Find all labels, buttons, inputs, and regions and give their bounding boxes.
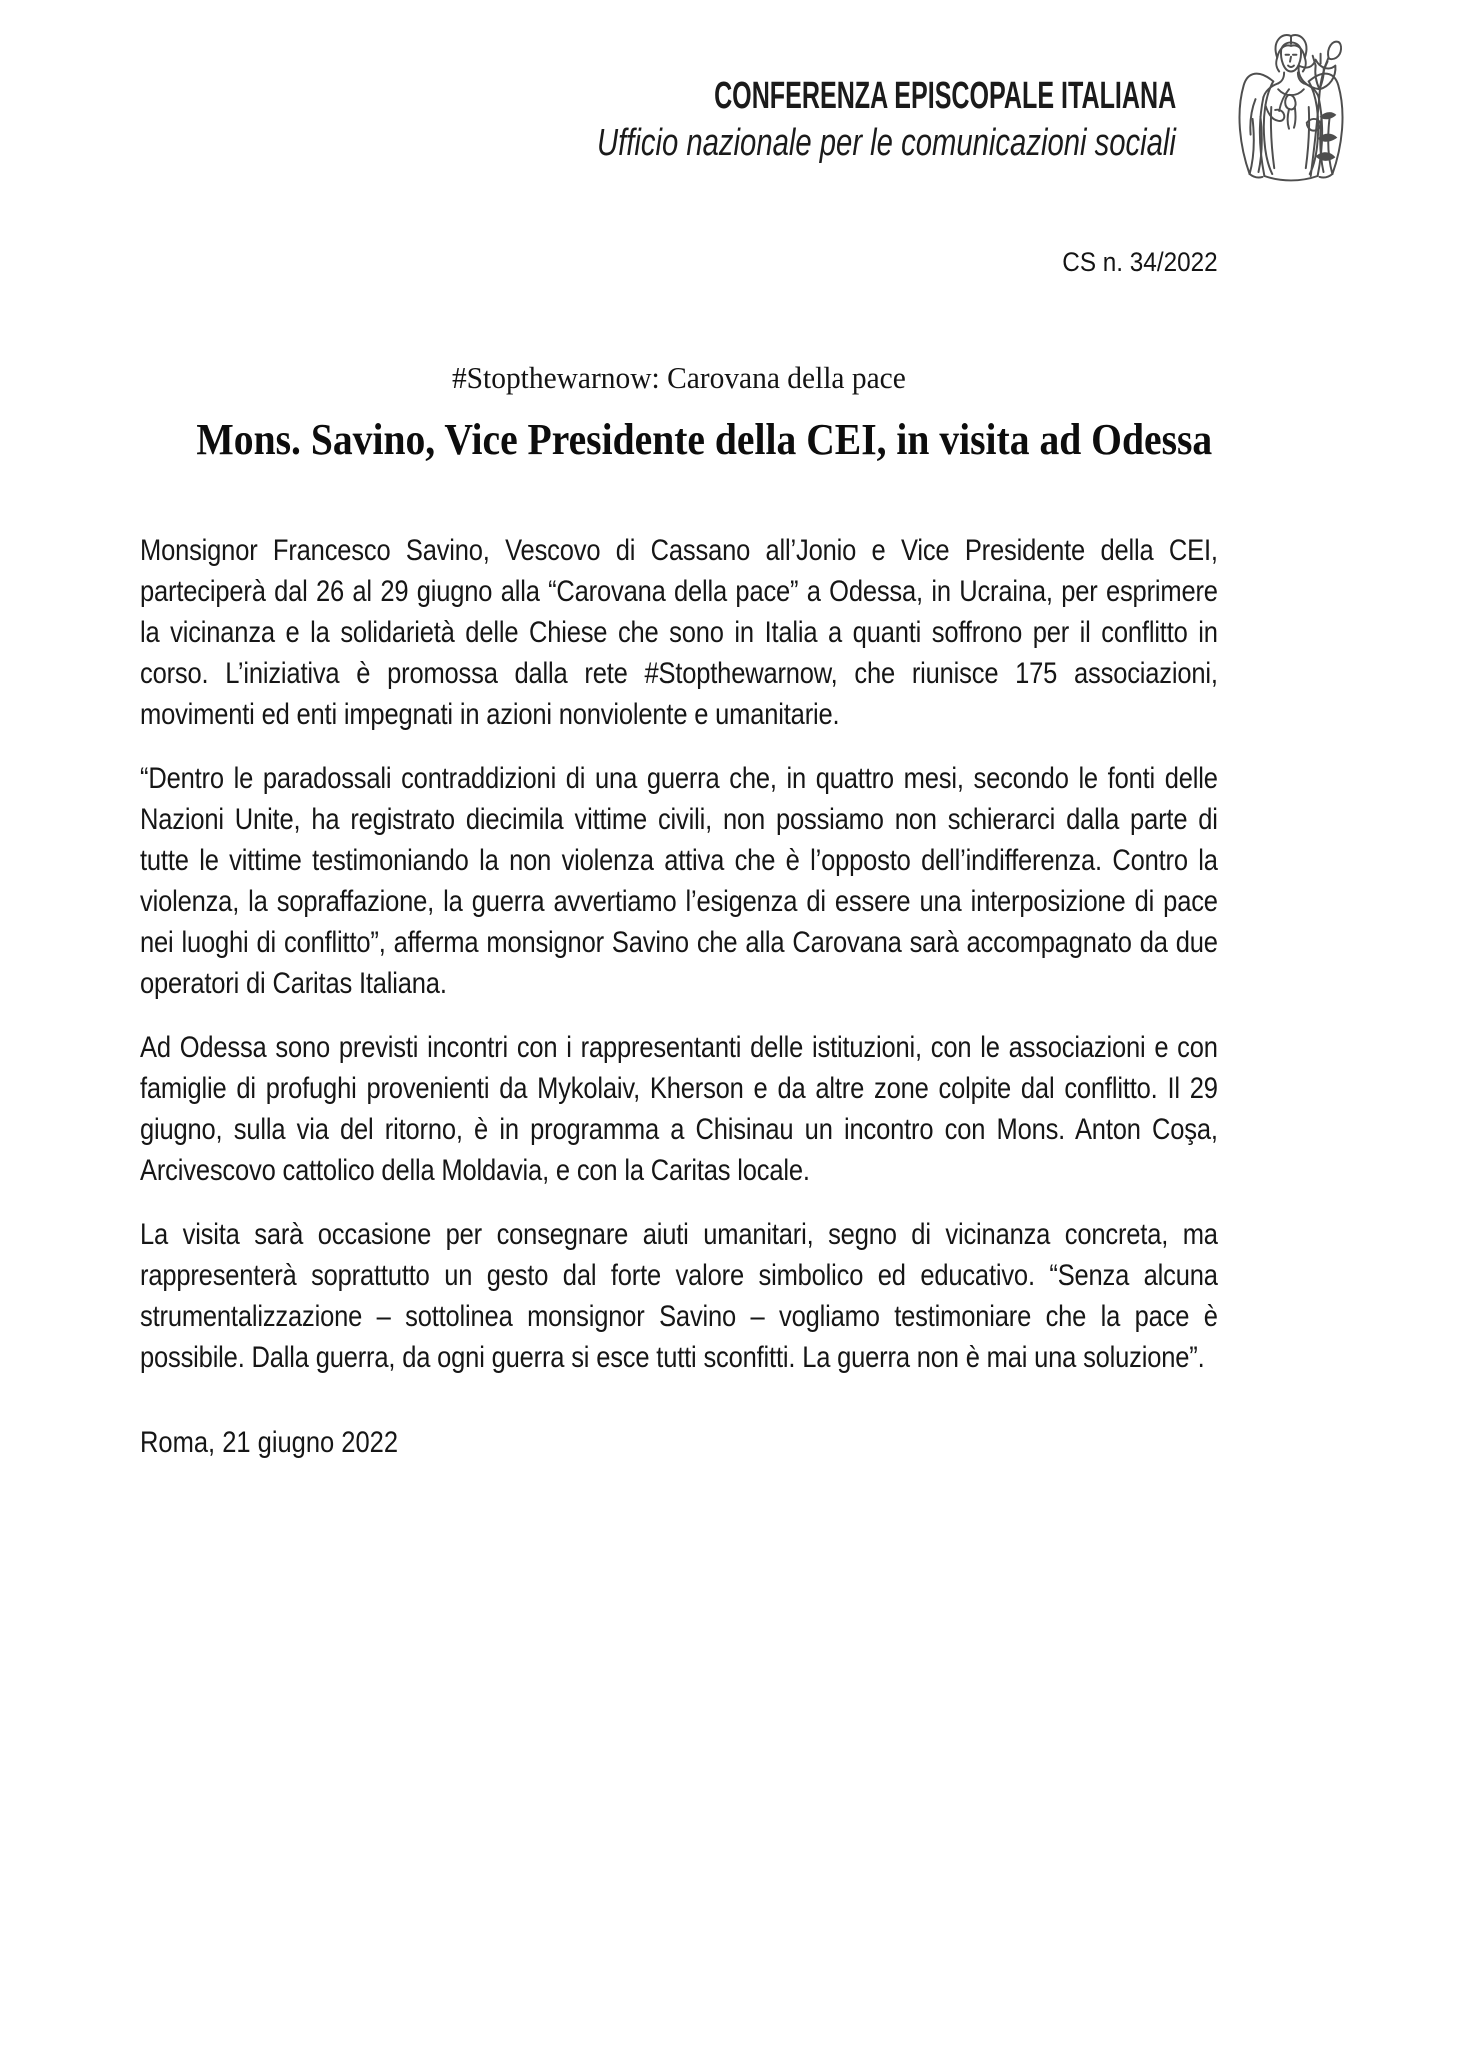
angel-lily-logo-icon — [1222, 28, 1360, 186]
body-paragraph-2: “Dentro le paradossali contraddizioni di una guerra che, in quattro mesi, secondo le fonti delle Nazioni Unite, ha registrato diecimila vittime civili, non possiamo non schierarci dalla parte di tutte le vittime testimoniando la non violenza attiva che è l’opposto dell’indifferenza. Contro la violenza, la sopraffazione, la guerra avvertiamo l’esigenza di essere una interposizione di pace nei luoghi di conflitto”, afferma monsignor Savino che alla Carovana sarà accompagnato da due operatori di Caritas Italiana. — [140, 762, 1218, 1000]
press-release-number: CS n. 34/2022 — [1062, 247, 1218, 277]
document-body — [140, 530, 1218, 1463]
headline: Mons. Savino, Vice Presidente della CEI, in visita ad Odessa — [196, 415, 1213, 464]
kicker-line: #Stopthewarnow: Carovana della pace — [452, 360, 906, 395]
body-paragraph-3: Ad Odessa sono previsti incontri con i rappresentanti delle istituzioni, con le associazioni e con famiglie di profughi provenienti da Mykolaiv, Kherson e da altre zone colpite dal conflitto. Il 29 giugno, sulla via del ritorno, è in programma a Chisinau un incontro con Mons. Anton Coşa, Arcivescovo cattolico della Moldavia, e con la Caritas locale. — [140, 1031, 1218, 1187]
letterhead-text — [424, 28, 1176, 166]
body-paragraph-1: Monsignor Francesco Savino, Vescovo di Cassano all’Jonio e Vice Presidente della CEI, parteciperà dal 26 al 29 giugno alla “Carovana della pace” a Odessa, in Ucraina, per esprimere la vicinanza e la solidarietà delle Chiese che sono in Italia a quanti soffrono per il conflitto in corso. L’iniziativa è promossa dalla rete #Stopthewarnow, che riunisce 175 associazioni, movimenti ed enti impegnati in azioni nonviolente e umanitarie. — [140, 534, 1218, 731]
letterhead — [0, 0, 1460, 188]
organization-name: CONFERENZA EPISCOPALE ITALIANA — [713, 75, 1176, 117]
dateline: Roma, 21 giugno 2022 — [140, 1426, 399, 1459]
office-name: Ufficio nazionale per le comunicazioni sociali — [597, 122, 1176, 164]
body-paragraph-4: La visita sarà occasione per consegnare aiuti umanitari, segno di vicinanza concreta, ma rappresenterà soprattutto un gesto dal forte valore simbolico ed educativo. “Senza alcuna strumentalizzazione – sottolinea monsignor Savino – vogliamo testimoniare che la pace è possibile. Dalla guerra, da ogni guerra si esce tutti sconfitti. La guerra non è mai una soluzione”. — [140, 1218, 1218, 1374]
